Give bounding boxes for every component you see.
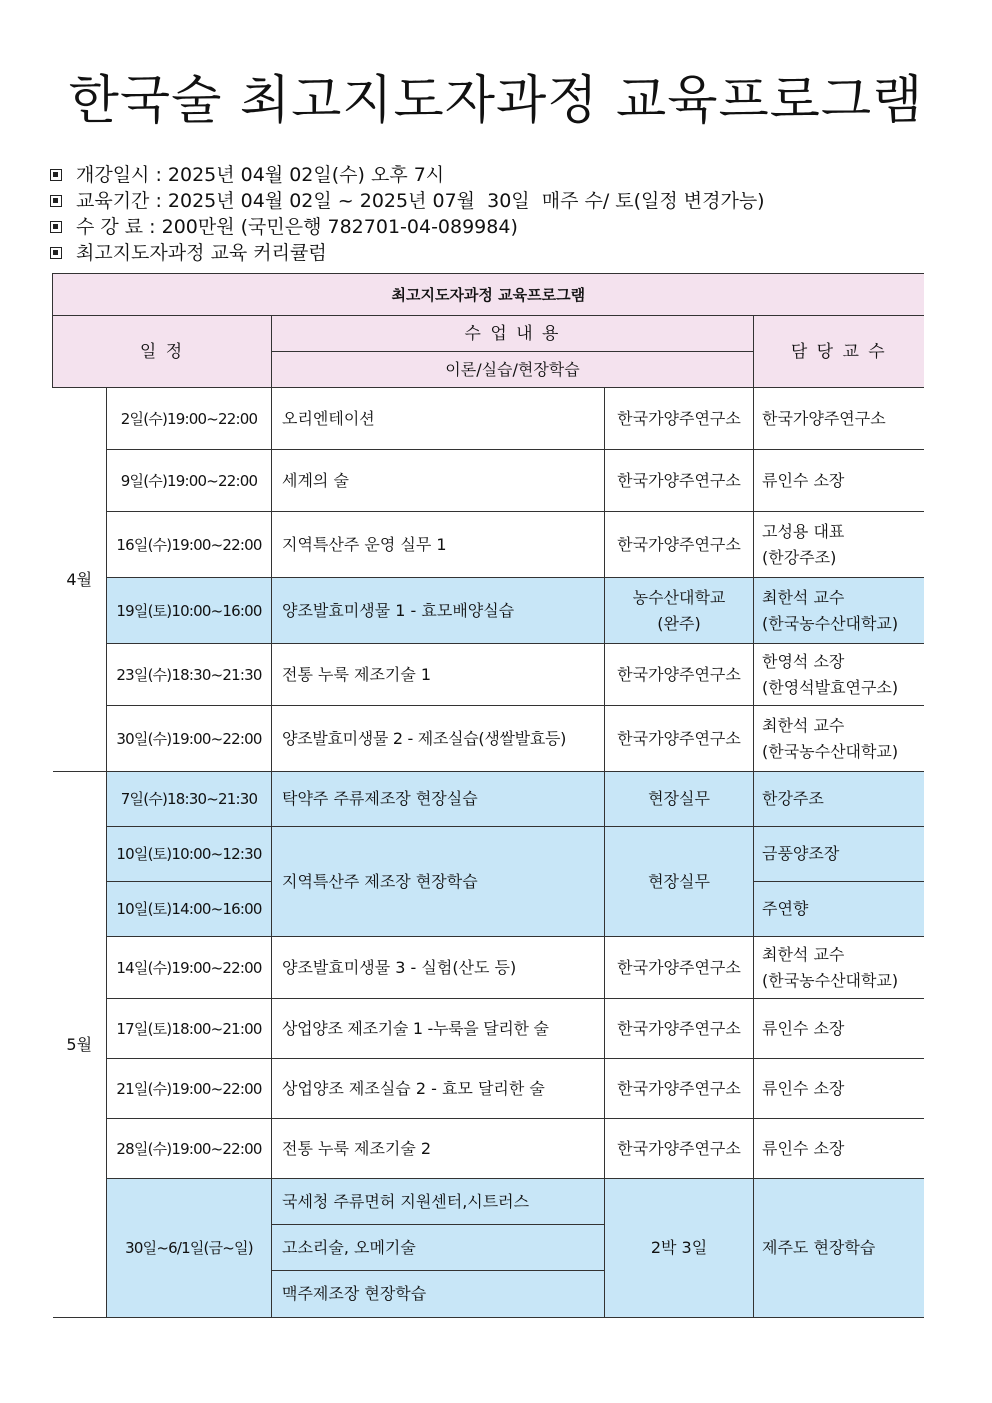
row-date: 17일(토)18:00~21:00: [107, 999, 272, 1059]
row-content: 세계의 술: [272, 450, 605, 512]
row-content: 양조발효미생물 2 - 제조실습(생쌀발효등): [272, 706, 605, 772]
row-content: 맥주제조장 현장학습: [272, 1271, 604, 1317]
table-row: [53, 1119, 924, 1179]
table-row: [53, 772, 924, 827]
row-place: 한국가양주연구소: [605, 1119, 754, 1179]
row-date: 2일(수)19:00~22:00: [107, 388, 272, 450]
row-place: 한국가양주연구소: [605, 937, 754, 999]
row-place: 한국가양주연구소: [605, 999, 754, 1059]
row-content: 전통 누룩 제조기술 1: [272, 644, 605, 706]
row-date: 28일(수)19:00~22:00: [107, 1119, 272, 1179]
table-row: [53, 999, 924, 1059]
header-content: 수 업 내 용: [272, 316, 754, 352]
table-header-row: [53, 316, 924, 352]
row-professor: 류인수 소장: [754, 1119, 924, 1179]
checkbox-bullet-icon: [50, 247, 62, 259]
table-row: [53, 937, 924, 999]
row-professor: 류인수 소장: [754, 999, 924, 1059]
row-place: 현장실무: [605, 827, 754, 937]
row-place: 한국가양주연구소: [605, 512, 754, 578]
row-place: 한국가양주연구소: [605, 1059, 754, 1119]
row-content: 지역특산주 운영 실무 1: [272, 512, 605, 578]
row-date: 14일(수)19:00~22:00: [107, 937, 272, 999]
table-caption: 최고지도자과정 교육프로그램: [53, 274, 924, 316]
row-place: 현장실무: [605, 772, 754, 827]
row-place: 농수산대학교 (완주): [605, 578, 754, 644]
row-content: 양조발효미생물 1 - 효모배양실습: [272, 578, 605, 644]
row-place: 한국가양주연구소: [605, 644, 754, 706]
row-date: 30일~6/1일(금~일): [107, 1179, 272, 1318]
row-professor: 한영석 소장 (한영석발효연구소): [754, 644, 924, 706]
table-row: [53, 388, 924, 450]
row-date: 19일(토)10:00~16:00: [107, 578, 272, 644]
info-line-period: 교육기간 : 2025년 04월 02일 ~ 2025년 07월 30일 매주 수/ 토(일정 변경가능): [50, 188, 765, 214]
table-row: [53, 1059, 924, 1119]
month-april: 4월: [53, 388, 107, 772]
row-content: 고소리술, 오메기술: [272, 1225, 604, 1271]
row-professor: 최한석 교수 (한국농수산대학교): [754, 706, 924, 772]
row-content: 양조발효미생물 3 - 실험(산도 등): [272, 937, 605, 999]
row-content: 상업양조 제조기술 1 -누룩을 달리한 술: [272, 999, 605, 1059]
row-place: 한국가양주연구소: [605, 706, 754, 772]
row-date: 21일(수)19:00~22:00: [107, 1059, 272, 1119]
checkbox-bullet-icon: [50, 195, 62, 207]
table-row: [53, 644, 924, 706]
row-professor: 한국가양주연구소: [754, 388, 924, 450]
table-row: [53, 450, 924, 512]
info-line-fee: 수 강 료 : 200만원 (국민은행 782701-04-089984): [50, 214, 765, 240]
row-professor: 고성용 대표 (한강주조): [754, 512, 924, 578]
row-place: 2박 3일: [605, 1179, 754, 1318]
row-date: 23일(수)18:30~21:30: [107, 644, 272, 706]
row-professor: 제주도 현장학습: [754, 1179, 924, 1318]
checkbox-bullet-icon: [50, 169, 62, 181]
row-professor: 최한석 교수 (한국농수산대학교): [754, 578, 924, 644]
row-professor: 류인수 소장: [754, 450, 924, 512]
row-content-group: [272, 1179, 605, 1318]
row-date: 30일(수)19:00~22:00: [107, 706, 272, 772]
row-date: 7일(수)18:30~21:30: [107, 772, 272, 827]
info-line-curriculum: 최고지도자과정 교육 커리큘럼: [50, 240, 765, 266]
header-professor: 담 당 교 수: [754, 316, 924, 388]
row-content: 전통 누룩 제조기술 2: [272, 1119, 605, 1179]
table-row: [53, 512, 924, 578]
row-date: 9일(수)19:00~22:00: [107, 450, 272, 512]
row-content: 국세청 주류면허 지원센터,시트러스: [272, 1179, 604, 1225]
row-place: 한국가양주연구소: [605, 450, 754, 512]
checkbox-bullet-icon: [50, 221, 62, 233]
document-title: 한국술 최고지도자과정 교육프로그램: [68, 71, 924, 131]
row-content: 지역특산주 제조장 현장학습: [272, 827, 605, 937]
row-content: 오리엔테이션: [272, 388, 605, 450]
table-caption-row: [53, 274, 924, 316]
month-may: 5월: [53, 772, 107, 1318]
row-professor: 금풍양조장: [754, 827, 924, 882]
table-row: [53, 1179, 924, 1318]
row-place: 한국가양주연구소: [605, 388, 754, 450]
row-content: 탁약주 주류제조장 현장실습: [272, 772, 605, 827]
row-date: 10일(토)10:00~12:30: [107, 827, 272, 882]
info-block: [50, 162, 765, 266]
row-date: 10일(토)14:00~16:00: [107, 882, 272, 937]
curriculum-table: [52, 273, 924, 1318]
info-line-start-date: 개강일시 : 2025년 04월 02일(수) 오후 7시: [50, 162, 765, 188]
row-professor: 최한석 교수 (한국농수산대학교): [754, 937, 924, 999]
row-professor: 한강주조: [754, 772, 924, 827]
row-professor: 류인수 소장: [754, 1059, 924, 1119]
header-subcontent: 이론/실습/현장학습: [272, 352, 754, 388]
header-schedule: 일 정: [53, 316, 272, 388]
row-content: 상업양조 제조실습 2 - 효모 달리한 술: [272, 1059, 605, 1119]
row-professor: 주연향: [754, 882, 924, 937]
table-row: [53, 578, 924, 644]
table-row: [53, 706, 924, 772]
table-row: [53, 827, 924, 882]
row-date: 16일(수)19:00~22:00: [107, 512, 272, 578]
